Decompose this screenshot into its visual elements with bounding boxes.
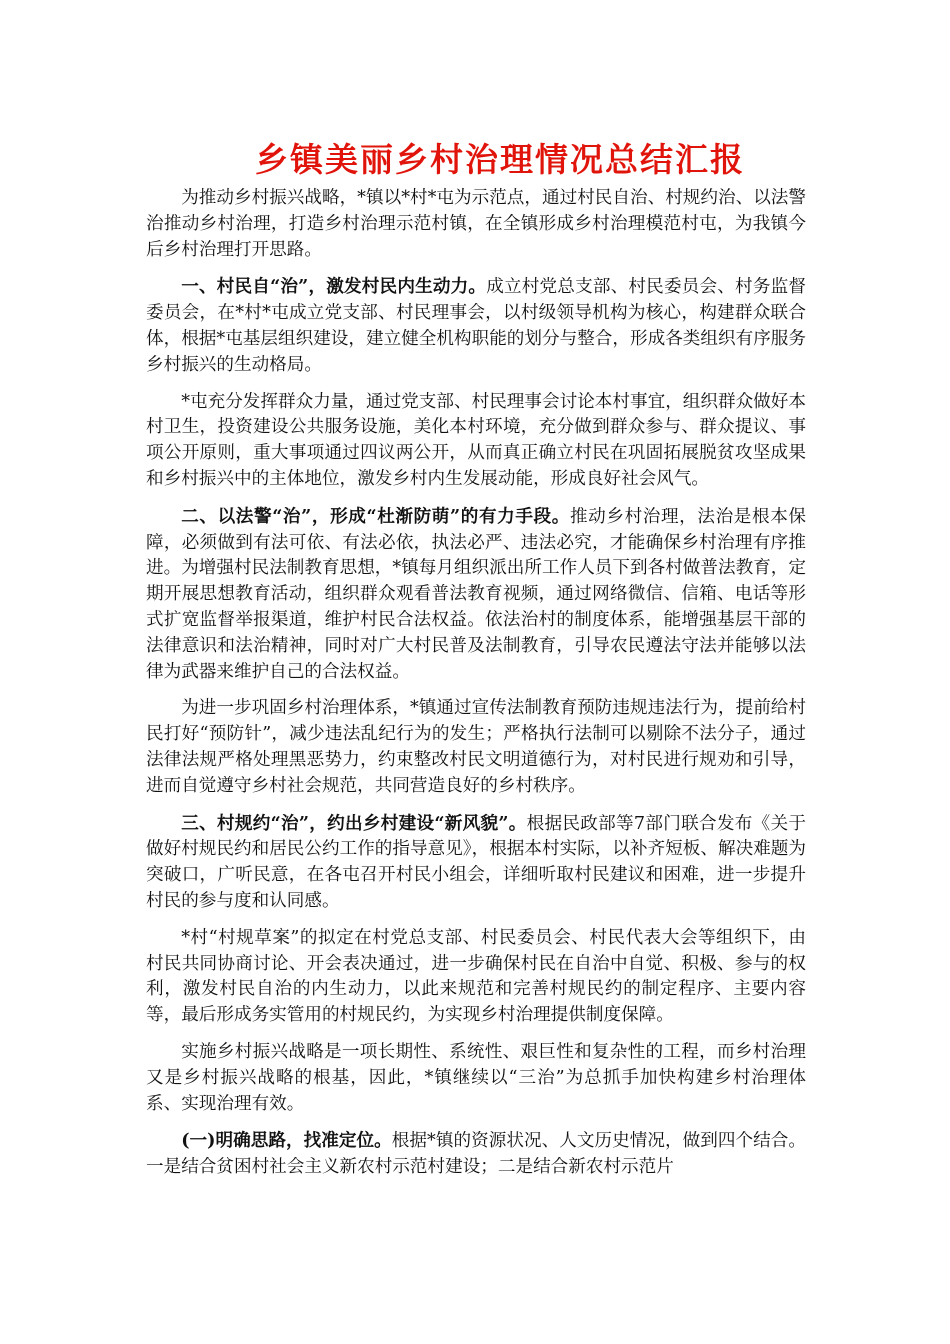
paragraph <box>146 390 806 493</box>
paragraph <box>146 1128 806 1181</box>
section-heading: 一、村民自“治”，激发村民内生动力。 <box>181 276 487 298</box>
paragraph-text: 为推动乡村振兴战略，*镇以*村*屯为示范点，通过村民自治、村规约治、以法警治推动乡村治理，打造乡村治理示范村镇，在全镇形成乡村治理模范村屯，为我镇今后乡村治理打开思路。 <box>146 188 806 260</box>
paragraph-text: 实施乡村振兴战略是一项长期性、系统性、艰巨性和复杂性的工程，而乡村治理又是乡村振兴战略的根基，因此，*镇继续以“三治”为总抓手加快构建乡村治理体系、实现治理有效。 <box>146 1041 806 1114</box>
paragraph <box>146 926 806 1029</box>
paragraph-text: 成立村党总支部、村民委员会、村务监督委员会，在*村*屯成立党支部、村民理事会，以村级领导机构为核心，构建群众联合体，根据*屯基层组织建设，建立健全机构职能的划分与整合，形成各类组织有序服务乡村振兴的生动格局。 <box>146 277 806 375</box>
paragraph <box>146 274 806 378</box>
document-body <box>146 186 806 1192</box>
section-heading: 二、以法警“治”，形成“杜渐防萌”的有力手段。 <box>181 505 570 527</box>
paragraph <box>146 504 806 686</box>
paragraph-text: *村“村规草案”的拟定在村党总支部、村民委员会、村民代表大会等组织下，由村民共同协商讨论、开会表决通过，进一步确保村民在自治中自觉、积极、参与的权利，激发村民自治的内生动力，以此来规范和完善村规民约的制定程序、主要内容等，最后形成务实管用的村规民约，为实现乡村治理提供制度保障。 <box>146 927 806 1026</box>
paragraph <box>146 696 806 799</box>
paragraph-text: 根据民政部等7部门联合发布《关于做好村规民约和居民公约工作的指导意见》，根据本村实际，以补齐短板、解决难题为突破口，广听民意，在各屯召开村民小组会，详细听取村民建议和困难，进一步提升村民的参与度和认同感。 <box>146 813 806 911</box>
paragraph-text: *屯充分发挥群众力量，通过党支部、村民理事会讨论本村事宜，组织群众做好本村卫生，投资建设公共服务设施，美化本村环境，充分做到群众参与、群众提议、事项公开原则，重大事项通过四议两公开，从而真正确立村民在巩固拓展脱贫攻坚成果和乡村振兴中的主体地位，激发乡村内生发展动能，形成良好社会风气。 <box>146 391 806 489</box>
paragraph-text: 根据*镇的资源状况、人文历史情况，做到四个结合。一是结合贫困村社会主义新农村示范村建设；二是结合新农村示范片 <box>146 1131 806 1178</box>
paragraph <box>146 1040 806 1117</box>
document-title: 乡镇美丽乡村治理情况总结汇报 <box>255 140 745 179</box>
paragraph <box>146 811 806 915</box>
paragraph-text: 为进一步巩固乡村治理体系，*镇通过宣传法制教育预防违规违法行为，提前给村民打好“预防针”，减少违法乱纪行为的发生；严格执行法制可以剔除不法分子，通过法律法规严格处理黑恶势力，约束整改村民文明道德行为，对村民进行规劝和引导，进而自觉遵守乡村社会规范，共同营造良好的乡村秩序。 <box>146 698 806 796</box>
section-heading: (一)明确思路，找准定位。 <box>181 1130 392 1152</box>
section-heading: 三、村规约“治”，约出乡村建设“新风貌”。 <box>181 812 527 834</box>
paragraph <box>146 186 806 263</box>
paragraph-text: 推动乡村治理，法治是根本保障，必须做到有法可依、有法必依，执法必严、违法必究，才能确保乡村治理有序推进。为增强村民法制教育思想，*镇每月组织派出所工作人员下到各村做普法教育，定期开展思想教育活动，组织群众观看普法教育视频，通过网络微信、信箱、电话等形式扩宽监督举报渠道，维护村民合法权益。依法治村的制度体系，能增强基层干部的法律意识和法治精神，同时对广大村民普及法制教育，引导农民遵法守法并能够以法律为武器来维护自己的合法权益。 <box>146 506 806 682</box>
